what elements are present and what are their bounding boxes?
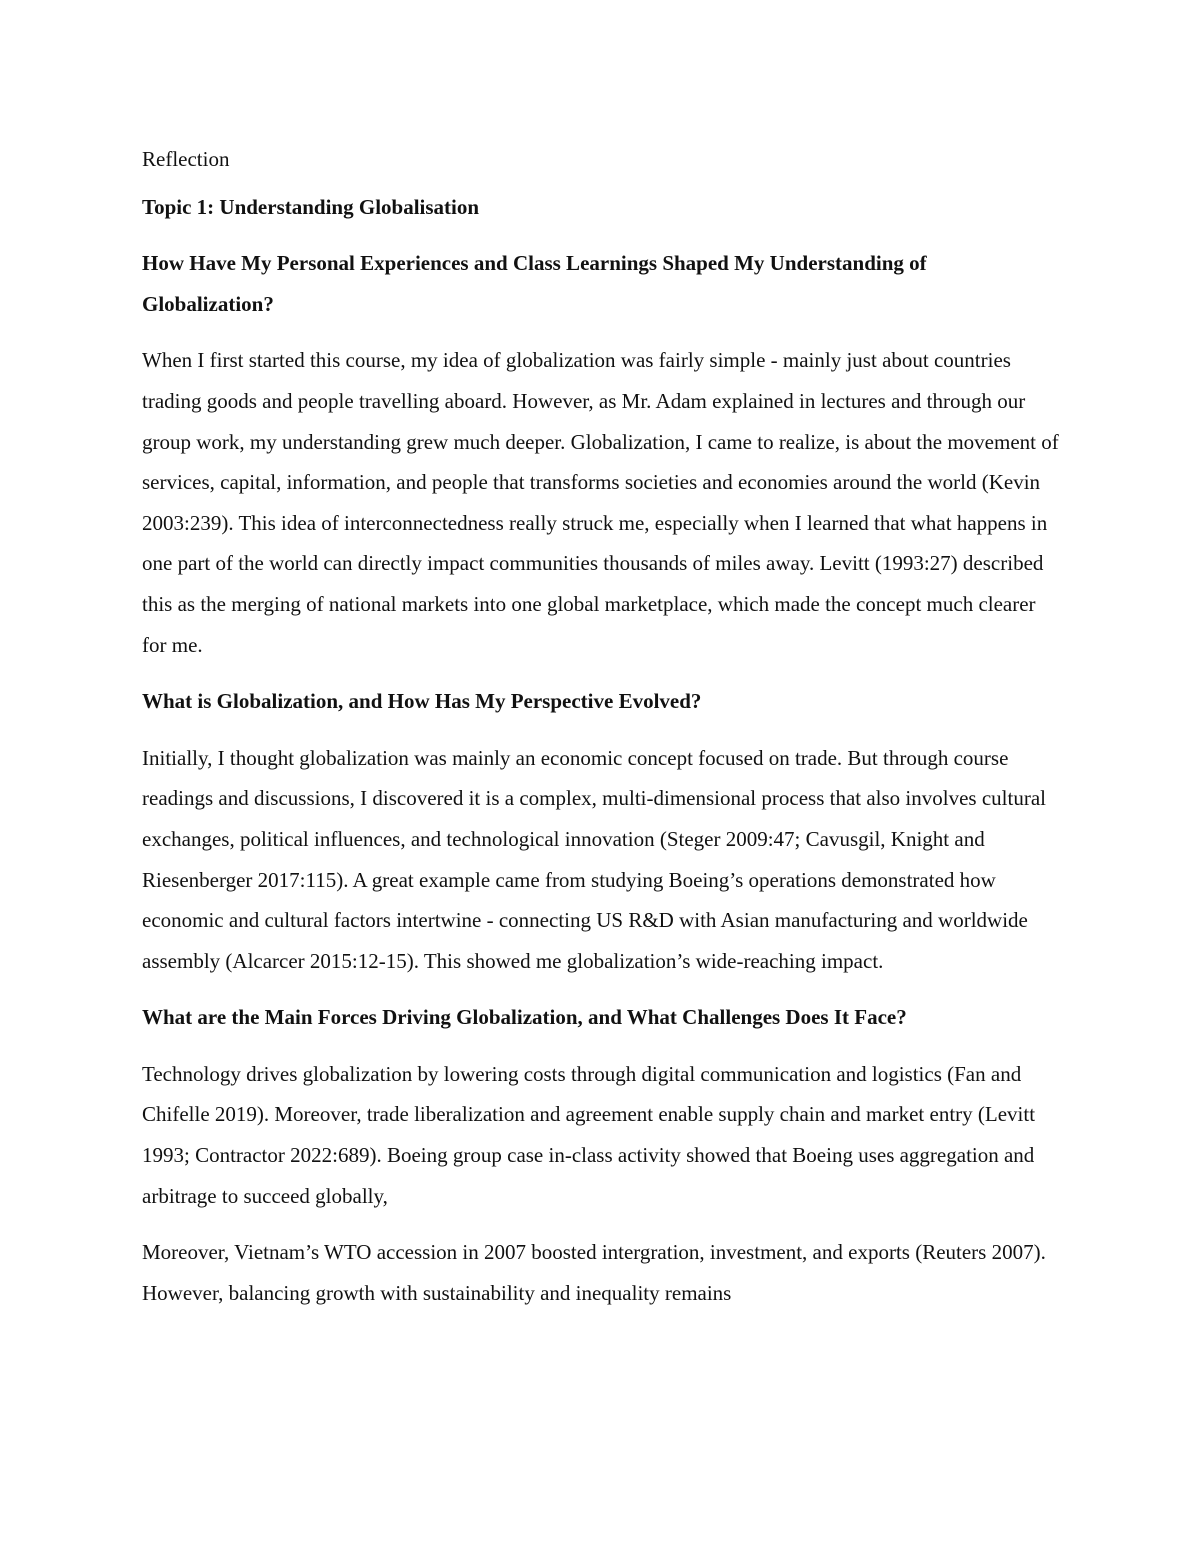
section-what-is-globalization	[142, 681, 1062, 981]
section-main-forces	[142, 997, 1062, 1313]
section-personal-experiences	[142, 243, 1062, 665]
section-heading: What is Globalization, and How Has My Perspective Evolved?	[142, 689, 702, 714]
paragraph: Technology drives globalization by lowering costs through digital communication and logistics (Fan and Chifelle 2019). Moreover, trade liberalization and agreement enable supply chain and market entry (Levitt 1993; Contractor 2022:689). Boeing group case in-class activity showed that Boeing uses aggregation and arbitrage to succeed globally,	[142, 1061, 1036, 1208]
document-body	[142, 139, 1062, 1329]
section-heading: What are the Main Forces Driving Globalization, and What Challenges Does It Face?	[142, 1005, 907, 1030]
paragraph: Initially, I thought globalization was mainly an economic concept focused on trade. But through course readings and discussions, I discovered it is a complex, multi-dimensional process that also involves cultural exchanges, political influences, and technological innovation (Steger 2009:47; Cavusgil, Knight and Riesenberger 2017:115). A great example came from studying Boeing’s operations demonstrated how economic and cultural factors intertwine - connecting US R&D with Asian manufacturing and worldwide assembly (Alcarcer 2015:12-15). This showed me globalization’s wide-reaching impact.	[142, 745, 1046, 973]
topic-title: Topic 1: Understanding Globalisation	[142, 194, 480, 219]
paragraph: When I first started this course, my idea of globalization was fairly simple - mainly just about countries trading goods and people travelling aboard. However, as Mr. Adam explained in lectures and through our group work, my understanding grew much deeper. Globalization, I came to realize, is about the movement of services, capital, information, and people that transforms societies and economies around the world (Kevin 2003:239). This idea of interconnectedness really struck me, especially when I learned that what happens in one part of the world can directly impact communities thousands of miles away. Levitt (1993:27) described this as the merging of national markets into one global marketplace, which made the concept much clearer for me.	[142, 348, 1059, 657]
document-label: Reflection	[142, 147, 230, 171]
paragraph: Moreover, Vietnam’s WTO accession in 2007 boosted intergration, investment, and exports (Reuters 2007). However, balancing growth with sustainability and inequality remains	[142, 1240, 1046, 1305]
section-heading: How Have My Personal Experiences and Class Learnings Shaped My Understanding of Globalization?	[142, 251, 927, 316]
